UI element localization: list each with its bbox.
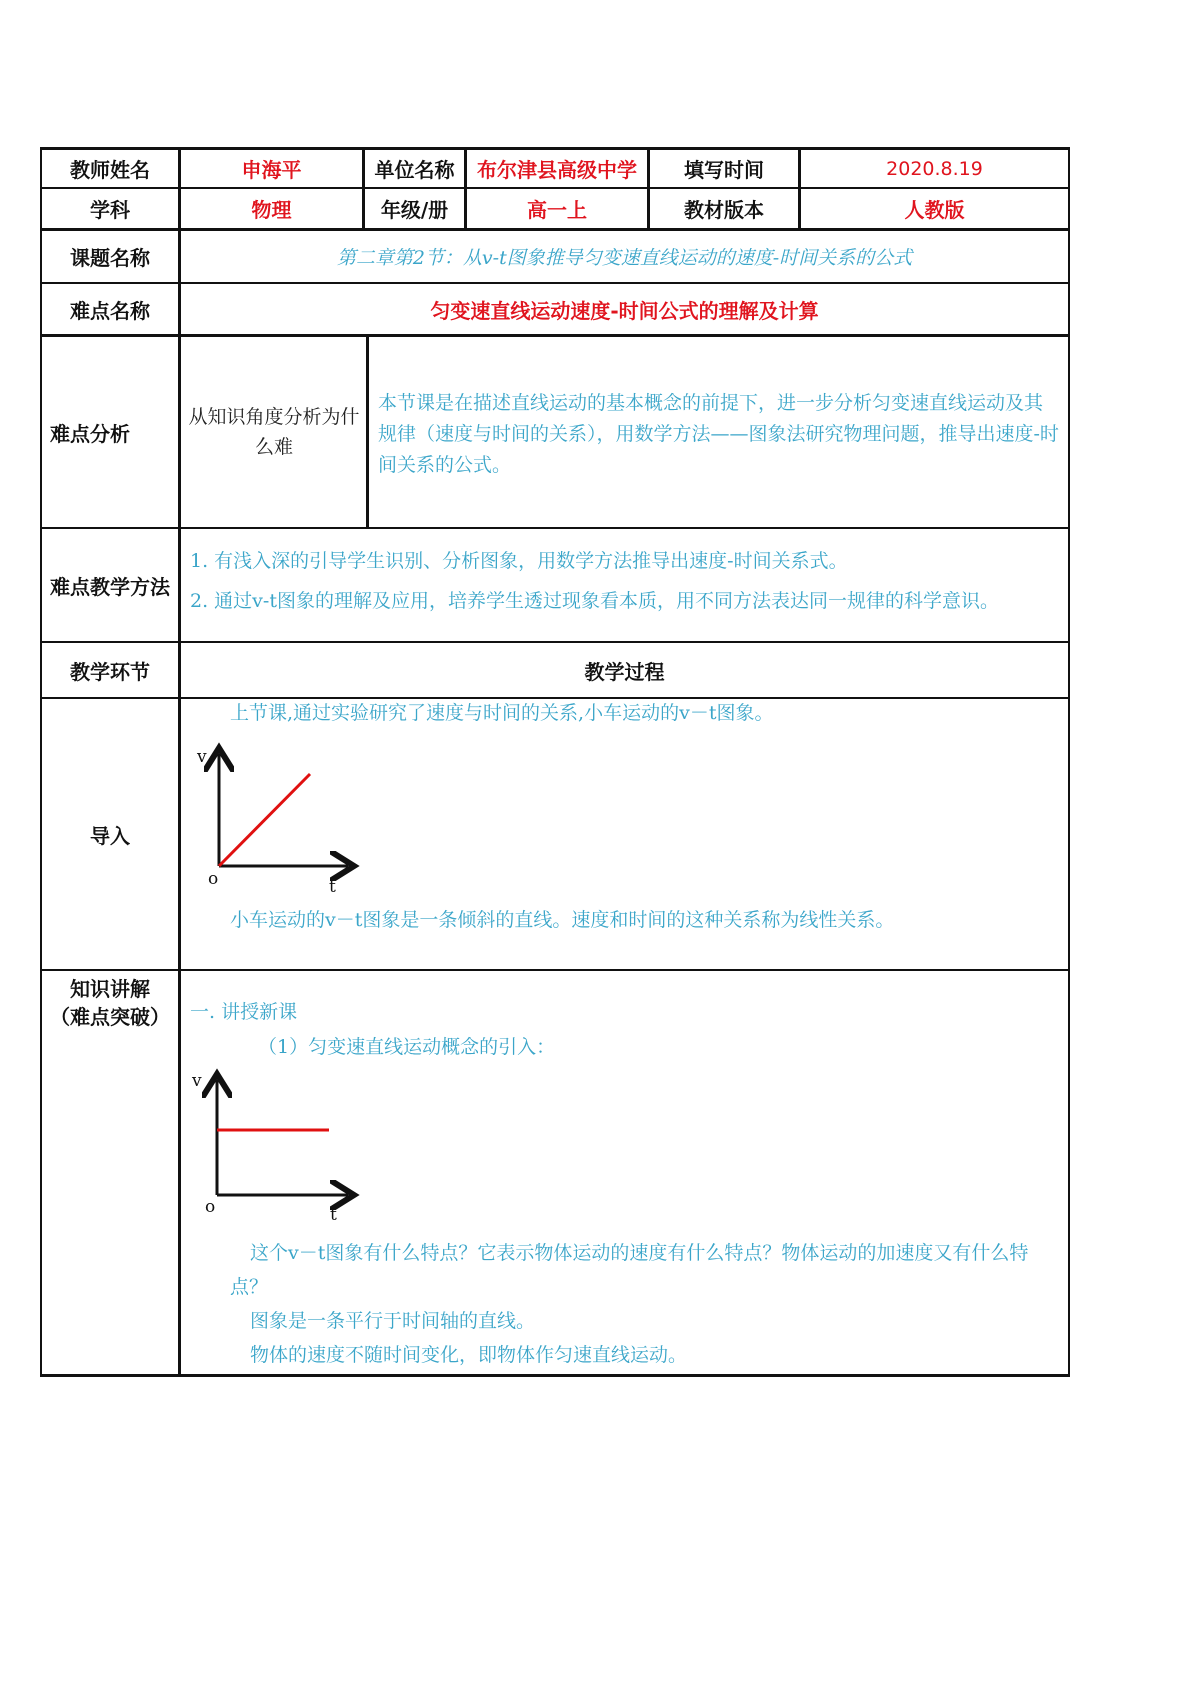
fill-date-value: 2020.8.19 [886, 157, 983, 180]
difficulty-value: 匀变速直线运动速度-时间公式的理解及计算 [430, 298, 819, 323]
knowledge-heading: 一. 讲授新课 [190, 1001, 298, 1023]
analysis-text: 本节课是在描述直线运动的基本概念的前提下，进一步分析匀变速直线运动及其规律（速度与时间的关系），用数学方法——图象法研究物理问题，推导出速度-时间关系的公式。 [378, 392, 1059, 476]
topic-label: 课题名称 [70, 246, 150, 270]
question-line-1: 这个v－t图象有什么特点？它表示物体运动的速度有什么特点？物体运动的加速度又有什么特 [250, 1242, 1029, 1264]
v-axis-label: v [192, 1071, 202, 1091]
method-item-2: 2. 通过v-t图象的理解及应用，培养学生透过现象看本质，用不同方法表达同一规律的科学意识。 [190, 590, 999, 612]
t-axis-label: t [329, 877, 336, 897]
method-label: 难点教学方法 [50, 574, 170, 599]
vt-graph-sloped [192, 740, 372, 900]
subject-label: 学科 [90, 198, 130, 222]
process-title: 教学过程 [584, 659, 665, 684]
grade-label: 年级/册 [380, 198, 449, 222]
edition-value: 人教版 [904, 198, 965, 222]
knowledge-label-2: （难点突破） [50, 1004, 170, 1029]
analysis-label: 难点分析 [50, 421, 130, 446]
edition-label: 教材版本 [684, 198, 764, 222]
method-item-1: 1. 有浅入深的引导学生识别、分析图象，用数学方法推导出速度-时间关系式。 [190, 550, 848, 572]
intro-line-2: 小车运动的v－t图象是一条倾斜的直线。速度和时间的这种关系称为线性关系。 [230, 909, 895, 931]
knowledge-label-1: 知识讲解 [70, 976, 150, 1001]
t-axis-label: t [330, 1205, 337, 1225]
intro-label: 导入 [90, 823, 130, 848]
velocity-line [219, 774, 310, 866]
origin-label: o [205, 1197, 216, 1217]
analysis-sub-label: 从知识角度分析为什么难 [188, 406, 360, 458]
teacher-name-label: 教师姓名 [70, 158, 150, 182]
subject-value: 物理 [251, 198, 292, 222]
fill-date-label: 填写时间 [684, 158, 764, 182]
knowledge-subheading: （1）匀变速直线运动概念的引入： [258, 1036, 556, 1058]
answer-line-1: 图象是一条平行于时间轴的直线。 [250, 1310, 536, 1332]
answer-line-2: 物体的速度不随时间变化，即物体作匀速直线运动。 [250, 1344, 688, 1366]
v-axis-label: v [197, 747, 207, 767]
unit-name-label: 单位名称 [374, 158, 455, 182]
difficulty-label: 难点名称 [70, 298, 150, 323]
topic-value: 第二章第2节：从v-t图象推导匀变速直线运动的速度-时间关系的公式 [336, 247, 913, 269]
vt-graph-constant [186, 1066, 366, 1226]
unit-name-value: 布尔津县高级中学 [477, 158, 637, 182]
intro-line-1: 上节课,通过实验研究了速度与时间的关系,小车运动的v－t图象。 [230, 702, 774, 724]
question-line-2: 点？ [230, 1276, 269, 1298]
process-stage-label: 教学环节 [70, 659, 150, 684]
teacher-name-value: 申海平 [241, 158, 302, 182]
grade-value: 高一上 [527, 198, 587, 222]
origin-label: o [208, 869, 219, 889]
